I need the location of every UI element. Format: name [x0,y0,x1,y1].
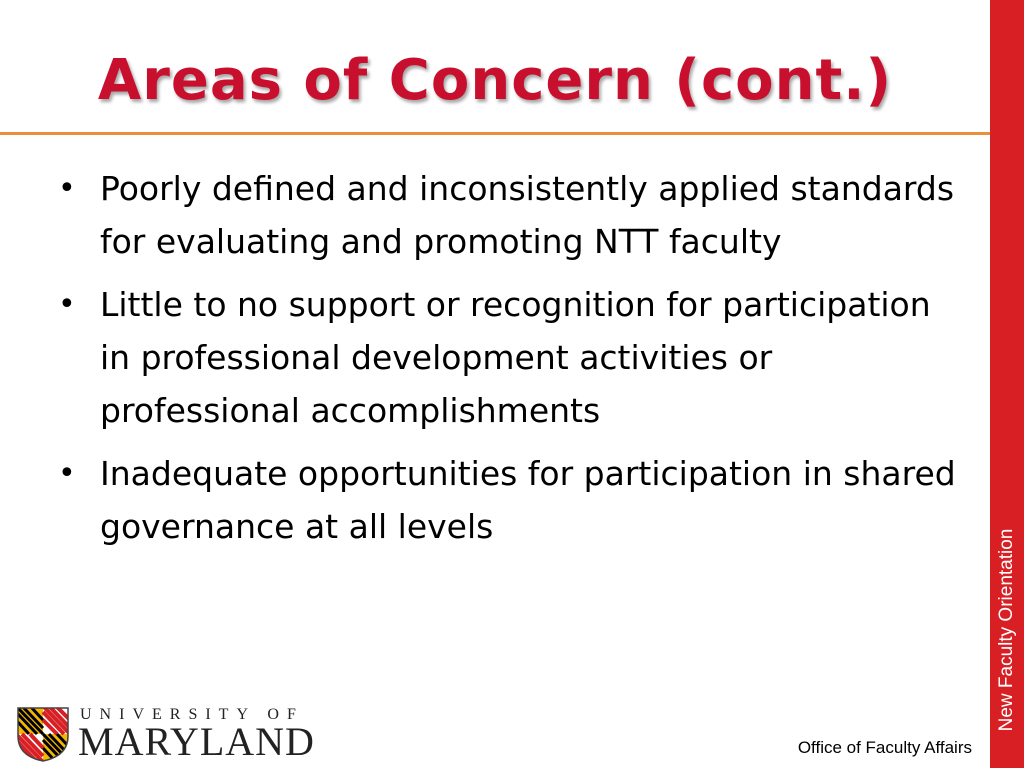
bullet-item [58,278,958,437]
bullet-text: Little to no support or recognition for participation in professional development activities or professional accomplishments [100,285,931,430]
bullet-item [58,447,958,553]
slide-title: Areas of Concern (cont.) [97,48,893,113]
bullet-dot: • [58,171,76,206]
bullet-dot: • [58,456,76,491]
side-label: New Faculty Orientation [996,528,1017,732]
bullet-text: Poorly defined and inconsistently applied standards for evaluating and promoting NTT faculty [100,169,955,261]
title-divider [0,132,990,135]
bullet-item [58,162,958,268]
logo-line2: MARYLAND [78,719,315,764]
footer-text: Office of Faculty Affairs [797,738,972,757]
bullet-list [58,162,958,563]
bullet-dot: • [58,287,76,322]
maryland-flag-icon [16,706,70,762]
university-logo [16,706,336,762]
bullet-text: Inadequate opportunities for participation in shared governance at all levels [100,454,956,546]
logo-line1: UNIVERSITY OF [80,706,304,723]
